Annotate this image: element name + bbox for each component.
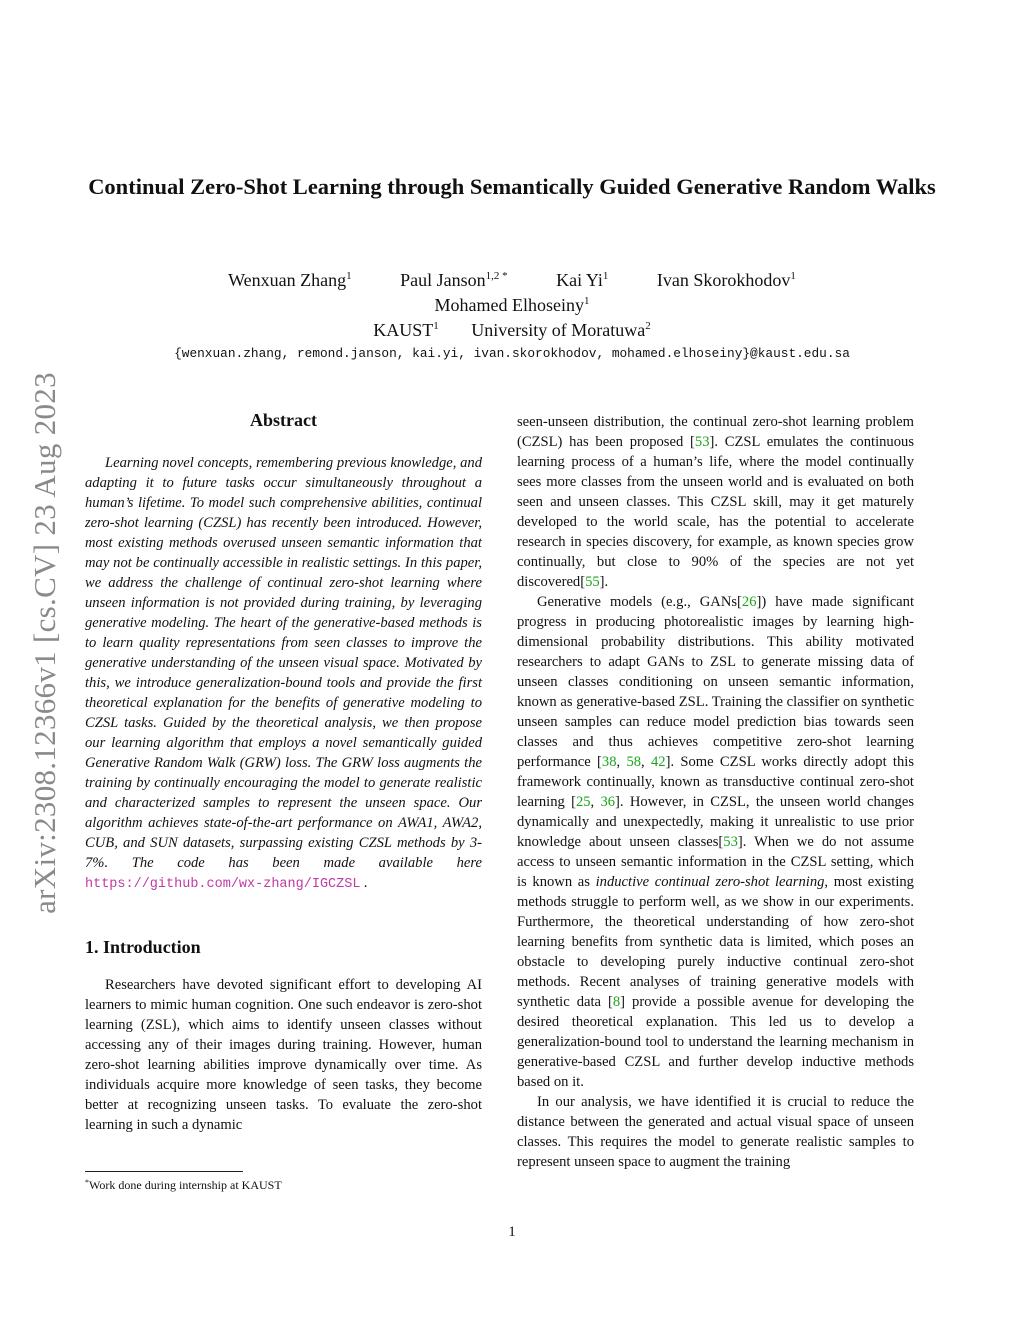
footnote-divider bbox=[85, 1171, 243, 1172]
author-row-2 bbox=[70, 293, 954, 318]
author-row-1 bbox=[70, 268, 954, 293]
citation-link[interactable]: 55 bbox=[585, 574, 600, 590]
author-name: Mohamed Elhoseiny bbox=[434, 295, 584, 315]
footnote-text: Work done during internship at KAUST bbox=[89, 1178, 282, 1192]
code-repository-link[interactable]: https://github.com/wx-zhang/IGCZSL bbox=[85, 877, 361, 892]
text-run: , bbox=[616, 754, 627, 770]
author-name: Paul Janson bbox=[400, 270, 486, 290]
author-name: Wenxuan Zhang bbox=[228, 270, 347, 290]
citation-link[interactable]: 42 bbox=[650, 754, 666, 770]
citation-link[interactable]: 53 bbox=[694, 434, 710, 450]
right-column bbox=[517, 412, 914, 1172]
text-run: ]. bbox=[599, 574, 609, 590]
paper-title: Continual Zero-Shot Learning through Semantically Guided Generative Random Walks bbox=[88, 174, 936, 199]
left-column bbox=[85, 408, 482, 1135]
introduction-heading: 1. Introduction bbox=[85, 937, 201, 957]
citation-link[interactable]: 26 bbox=[741, 594, 757, 610]
text-run: , bbox=[641, 754, 651, 770]
abstract-section bbox=[85, 408, 482, 895]
affiliation-name: University of Moratuwa bbox=[471, 320, 646, 340]
author-affiliation-mark: 1 bbox=[602, 270, 609, 282]
affiliation-mark: 2 bbox=[645, 320, 651, 332]
abstract-heading: Abstract bbox=[250, 410, 317, 430]
emphasized-term: inductive continual zero-shot learning bbox=[595, 874, 825, 890]
introduction-paragraph: Researchers have devoted significant effort to developing AI learners to mimic human cognition. One such endeavor is zero-shot learning (ZSL), which aims to identify unseen classes without accessing any of their images during training. However, human zero-shot learning abilities improve dynamically over time. As individuals acquire more knowledge of seen tasks, they become better at recognizing unseen tasks. To evaluate the zero-shot learning in such a dynamic bbox=[85, 977, 482, 1133]
abstract-paragraph bbox=[85, 453, 482, 895]
text-run: ] provide a possible avenue for developing the desired theoretical explanation. This led us to develop a generalization-bound tool to understand the learning mechanism in generative-based CZSL and further develop inductive methods based on it. bbox=[517, 994, 914, 1090]
text-run: ]. Some CZSL works directly adopt this framework continually, known as transductive continual zero-shot learning [ bbox=[517, 754, 915, 810]
citation-link[interactable]: 8 bbox=[612, 994, 621, 1010]
author-emails: {wenxuan.zhang, remond.janson, kai.yi, ivan.skorokhodov, mohamed.elhoseiny}@kaust.edu.sa bbox=[174, 346, 850, 361]
text-run: ]) have made significant progress in producing photorealistic images by learning high-dimensional probability distributions. This ability motivated researchers to adapt GANs to ZSL to generate missing data of unseen classes conditioning on unseen semantic information, known as generative-based ZSL. Training the classifier on synthetic unseen samples can reduce model prediction bias towards seen classes and thus achieves competitive zero-shot learning performance [ bbox=[517, 594, 914, 770]
text-run: Generative models (e.g., GANs[ bbox=[537, 594, 742, 610]
affiliation-row bbox=[70, 318, 954, 343]
citation-link[interactable]: 25 bbox=[575, 794, 591, 810]
affiliation-name: KAUST bbox=[373, 320, 434, 340]
author-block bbox=[70, 268, 954, 343]
arxiv-stamp bbox=[28, 345, 62, 940]
text-run: ]. When we do not assume access to unseen semantic information in the CZSL setting, which is known as bbox=[517, 834, 914, 890]
citation-link[interactable]: 58 bbox=[626, 754, 642, 770]
body-paragraph bbox=[517, 412, 914, 592]
arxiv-stamp-text: arXiv:2308.12366v1 [cs.CV] 23 Aug 2023 bbox=[27, 371, 62, 914]
footnote bbox=[85, 1178, 282, 1193]
abstract-text: Learning novel concepts, remembering previous knowledge, and adapting it to future tasks occur simultaneously throughout a human’s lifetime. To model such comprehensive abilities, continual zero-shot learning (CZSL) has recently been introduced. However, most existing methods overused unseen semantic information that may not be continually accessible in realistic settings. In this paper, we address the challenge of continual zero-shot learning where unseen information is not provided during training, by leveraging generative modeling. The heart of the generative-based methods is to learn quality representations from seen classes to improve the generative understanding of the unseen visual space. Motivated by this, we introduce generalization-bound tools and provide the first theoretical explanation for the benefits of generative modeling to CZSL tasks. Guided by the theoretical analysis, we then propose our learning algorithm that employs a novel semantically guided Generative Random Walk (GRW) loss. The GRW loss augments the training by continually encouraging the model to generate realistic and characterized samples to represent the unseen space. Our algorithm achieves state-of-the-art performance on AWA1, AWA2, CUB, and SUN datasets, surpassing existing CZSL methods by 3-7%. The code has been made available here bbox=[85, 455, 482, 871]
citation-link[interactable]: 36 bbox=[600, 794, 616, 810]
text-run: , bbox=[590, 794, 601, 810]
author-affiliation-mark: 1 bbox=[583, 295, 590, 307]
text-run: , most existing methods struggle to perform well, as we show in our experiments. Furthermore, the theoretical understanding of how zero-shot learning benefits from synthetic data is limited, which poses an obstacle to developing purely inductive continual zero-shot methods. Recent analyses of training generative models with synthetic data [ bbox=[517, 874, 914, 1010]
citation-link[interactable]: 53 bbox=[723, 834, 738, 850]
text-run: seen-unseen distribution, the continual zero-shot learning problem (CZSL) has been proposed [ bbox=[517, 414, 914, 450]
author-affiliation-mark: 1,2 * bbox=[485, 270, 508, 282]
author-affiliation-mark: 1 bbox=[790, 270, 796, 282]
citation-link[interactable]: 38 bbox=[601, 754, 617, 770]
body-paragraph: In our analysis, we have identified it is crucial to reduce the distance between the generated and actual visual space of unseen classes. This requires the model to generate realistic samples to represent unseen space to augment the training bbox=[517, 1094, 914, 1170]
footnote-mark: * bbox=[85, 1178, 89, 1187]
text-run: ]. However, in CZSL, the unseen world changes dynamically and unexpectedly, making it unrealistic to use prior knowledge about unseen classes[ bbox=[517, 794, 915, 850]
abstract-end: . bbox=[364, 875, 368, 891]
affiliation-mark: 1 bbox=[433, 320, 439, 332]
body-paragraph bbox=[517, 592, 914, 1092]
author-name: Kai Yi bbox=[556, 270, 603, 290]
page-number: 1 bbox=[508, 1224, 516, 1240]
text-run: ]. CZSL emulates the continuous learning process of a human’s life, where the model continually sees more classes from the unseen world and is evaluated on both seen and unseen classes. This CZSL skill, may it get maturely developed to the world scale, has the potential to accelerate research in species discovery, for example, as known species grow continually, but close to 90% of the species are not yet discovered[ bbox=[517, 434, 914, 590]
author-affiliation-mark: 1 bbox=[346, 270, 352, 282]
author-name: Ivan Skorokhodov bbox=[656, 270, 791, 290]
